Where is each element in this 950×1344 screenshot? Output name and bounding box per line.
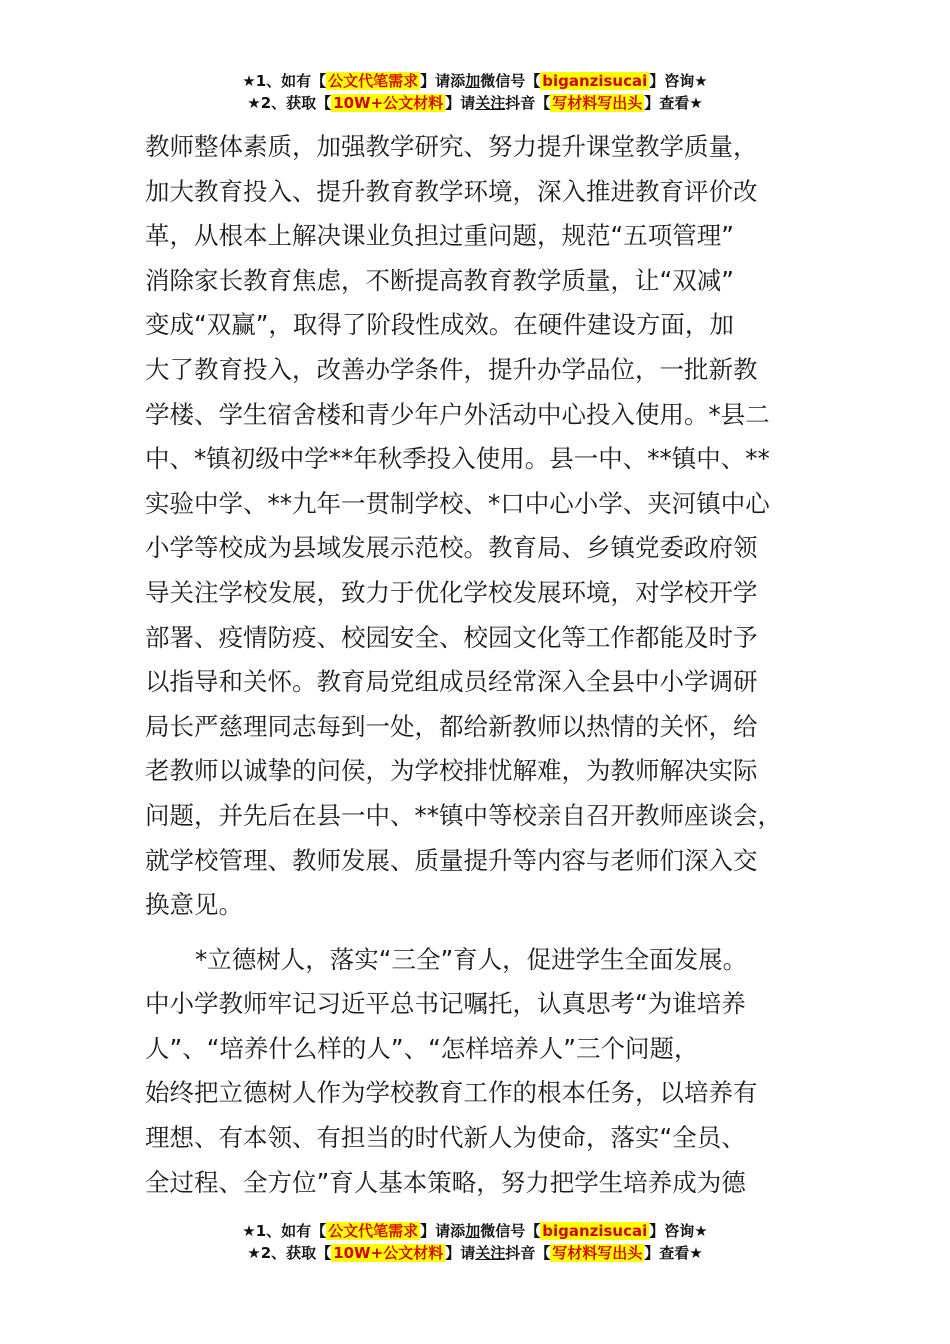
text-line: 革，从根本上解决课业负担过重问题，规范“五项管理” xyxy=(145,221,734,251)
text-line: 换意见。 xyxy=(145,890,243,920)
text-line: 大了教育投入，改善办学条件，提升办学品位，一批新教 xyxy=(145,354,758,384)
banner-text: 抖音【 xyxy=(505,94,551,112)
text-line: 以指导和关怀。教育局党组成员经常深入全县中小学调研 xyxy=(145,667,758,697)
banner-text: 】查看★ xyxy=(644,1244,703,1262)
document-body xyxy=(145,125,835,1205)
banner-line-2 xyxy=(0,1242,950,1264)
banner-text: 加 xyxy=(465,72,481,90)
banner-text: 】请 xyxy=(445,1244,476,1262)
banner-text: 】请 xyxy=(445,94,476,112)
banner-text: 】咨询★ xyxy=(649,72,708,90)
banner-text: ★1、如有【 xyxy=(242,72,327,90)
banner-highlight: 写材料写出头 xyxy=(552,94,643,112)
banner-highlight: 10W+公文材料 xyxy=(333,1244,444,1262)
banner-text: 抖音【 xyxy=(505,1244,551,1262)
banner-text: 】请添 xyxy=(420,1222,466,1240)
paragraph-2 xyxy=(145,938,835,1206)
banner-highlight: biganzisucai xyxy=(542,72,648,90)
banner-text: 关注 xyxy=(475,1244,506,1262)
banner-text: ★2、获取【 xyxy=(247,1244,332,1262)
banner-text: 】查看★ xyxy=(644,94,703,112)
text-line: 人”、“培养什么样的人”、“怎样培养人”三个问题， xyxy=(145,1033,699,1063)
banner-line-1 xyxy=(0,1220,950,1242)
text-line: 导关注学校发展，致力于优化学校发展环境，对学校开学 xyxy=(145,577,758,607)
text-line: 始终把立德树人作为学校教育工作的根本任务，以培养有 xyxy=(145,1078,758,1108)
text-line: 问题，并先后在县一中、**镇中等校亲自召开教师座谈会， xyxy=(145,800,782,830)
banner-text: ★1、如有【 xyxy=(242,1222,327,1240)
banner-text: 微信号【 xyxy=(480,1222,541,1240)
banner-text: 关注 xyxy=(475,94,506,112)
header-banner xyxy=(0,70,950,114)
banner-text: 】咨询★ xyxy=(649,1222,708,1240)
text-line: 中小学教师牢记习近平总书记嘱托，认真思考“为谁培养 xyxy=(145,989,746,1019)
text-line: 加大教育投入、提升教育教学环境，深入推进教育评价改 xyxy=(145,176,758,206)
text-line: 小学等校成为县域发展示范校。教育局、乡镇党委政府领 xyxy=(145,533,758,563)
banner-line-2 xyxy=(0,92,950,114)
banner-line-1 xyxy=(0,70,950,92)
text-line: 理想、有本领、有担当的时代新人为使命，落实“全员、 xyxy=(145,1123,746,1153)
text-line: 部署、疫情防疫、校园安全、校园文化等工作都能及时予 xyxy=(145,622,758,652)
text-line: 老教师以诚挚的问侯，为学校排忧解难，为教师解决实际 xyxy=(145,756,758,786)
banner-highlight: 公文代笔需求 xyxy=(328,1222,419,1240)
text-line: 消除家长教育焦虑，不断提高教育教学质量，让“双减” xyxy=(145,265,734,295)
text-line: 教师整体素质，加强教学研究、努力提升课堂教学质量， xyxy=(145,132,758,161)
banner-highlight: 公文代笔需求 xyxy=(328,72,419,90)
banner-highlight: 写材料写出头 xyxy=(552,1244,643,1262)
text-line: 学楼、学生宿舍楼和青少年户外活动中心投入使用。*县二 xyxy=(145,399,770,429)
banner-text: 加 xyxy=(465,1222,481,1240)
paragraph-1 xyxy=(145,125,835,928)
text-line: *立德树人，落实“三全”育人，促进学生全面发展。 xyxy=(195,944,748,974)
text-line: 实验中学、**九年一贯制学校、*口中心小学、夹河镇中心 xyxy=(145,488,770,518)
text-line: 全过程、全方位”育人基本策略，努力把学生培养成为德 xyxy=(145,1167,746,1197)
banner-text: ★2、获取【 xyxy=(247,94,332,112)
banner-highlight: biganzisucai xyxy=(542,1222,648,1240)
banner-text: 】请添 xyxy=(420,72,466,90)
text-line: 变成“双赢”，取得了阶段性成效。在硬件建设方面，加 xyxy=(145,310,734,340)
text-line: 中、*镇初级中学**年秋季投入使用。县一中、**镇中、** xyxy=(145,444,770,474)
text-line: 局长严慈理同志每到一处，都给新教师以热情的关怀，给 xyxy=(145,711,758,741)
footer-banner xyxy=(0,1220,950,1264)
text-line: 就学校管理、教师发展、质量提升等内容与老师们深入交 xyxy=(145,845,758,875)
banner-highlight: 10W+公文材料 xyxy=(333,94,444,112)
banner-text: 微信号【 xyxy=(480,72,541,90)
